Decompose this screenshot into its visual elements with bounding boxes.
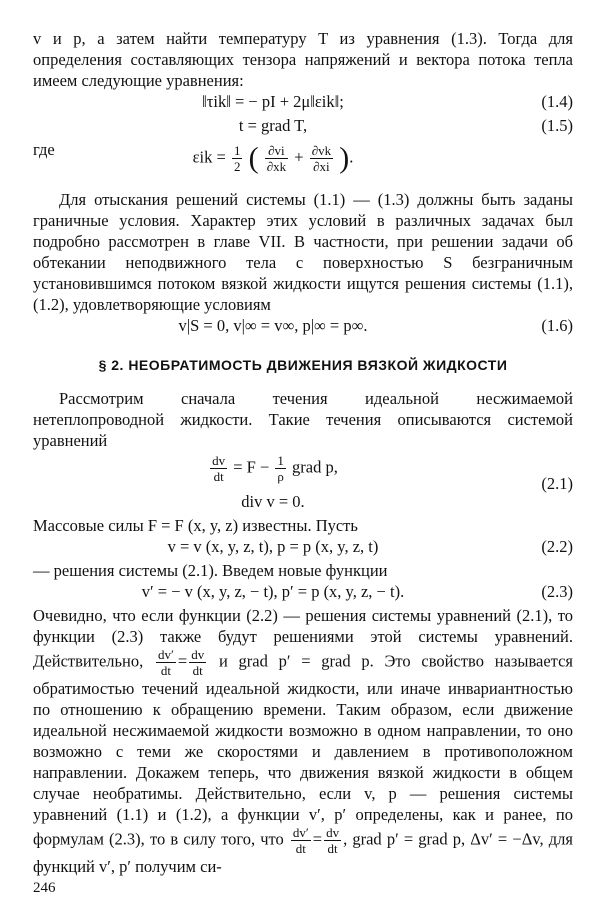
dv-dt-fraction: $\frac{dv}{dt}$ bbox=[212, 453, 226, 484]
paragraph-2: Для отыскания решений системы (1.1) — (1.3) должны быть заданы граничные условия. Характер этих условий в различных задачах был подробно рассмотрен в главе VII. В частности, при решении задачи об обтекании неподвижного тела с поверхностью S безграничным установившимся потоком вязкой жидкости ищутся решения системы (1.1), (1.2), удовлетворяющие условиям bbox=[33, 190, 573, 314]
equation-body: t = grad T, bbox=[238, 116, 308, 135]
one-over-rho-fraction: $\frac{1}{\rho}$ bbox=[277, 453, 284, 484]
equation-1-4 bbox=[33, 91, 573, 115]
equation-body: εik = $\frac{1}{2}$ ( $\frac{\partial vi}{\partial xk}$ + $\frac{\partial vk}{\partial xi}$ ). bbox=[192, 141, 354, 175]
paragraph-4: Массовые силы F = F (x, y, z) известны. Пусть bbox=[33, 516, 358, 535]
dv-prime-dt-fraction: $\frac{dv'}{dt}$ bbox=[158, 647, 174, 678]
equation-body: v = v (x, y, z, t), p = p (x, y, z, t) bbox=[167, 537, 379, 556]
dv-prime-dt-fraction-2: $\frac{dv'}{dt}$ bbox=[292, 825, 309, 856]
equation-number: (2.1) bbox=[541, 474, 573, 493]
partial-fraction-1: $\frac{\partial vi}{\partial xk}$ bbox=[266, 143, 287, 174]
paragraph-3: Рассмотрим сначала течения идеальной несжимаемой нетеплопроводной жидкости. Такие течения описываются системой уравнений bbox=[33, 389, 573, 450]
dv-dt-fraction: $\frac{dv}{dt}$ bbox=[191, 647, 205, 678]
equation-1-5 bbox=[33, 115, 573, 139]
equation-number: (1.5) bbox=[541, 116, 573, 135]
right-paren: ) bbox=[339, 141, 350, 175]
plus-sign: + bbox=[294, 147, 304, 167]
partial-fraction-2: $\frac{\partial vk}{\partial xi}$ bbox=[311, 143, 332, 174]
equation-2-1 bbox=[33, 451, 573, 515]
equation-number: (1.6) bbox=[541, 316, 573, 335]
half-fraction: $\frac{1}{2}$ bbox=[233, 143, 241, 174]
equation-2-2 bbox=[33, 536, 573, 560]
equation-body: ‖τik‖ = − pI + 2μ‖εik‖; bbox=[202, 92, 344, 111]
paragraph-5: — решения системы (2.1). Введем новые функции bbox=[33, 561, 388, 580]
paragraph-1: v и p, а затем найти температуру T из уравнения (1.3). Тогда для определения составляющих тензора напряжений и вектора потока тепла имеем следующие уравнения: bbox=[33, 29, 573, 90]
equation-2-3 bbox=[33, 581, 573, 605]
where-label: где bbox=[33, 140, 55, 159]
equation-number: (2.3) bbox=[541, 582, 573, 601]
strain-rate-definition bbox=[33, 139, 573, 189]
equation-number: (2.2) bbox=[541, 537, 573, 556]
page-body bbox=[33, 28, 573, 877]
paragraph-6: Очевидно, что если функции (2.2) — решения системы уравнений (2.1), то функции (2.3) также будут решениями этой системы уравнений. Действительно, $\frac{dv'}{dt}$ = $\frac{dv}{dt}$ и grad p′ = grad p. Это свойство называется обратимостью течений идеальной жидкости, или иначе инвариантностью по отношению к обращению времени. Таким образом, если движение идеальной несжимаемой жидкости возможно в одном направлении, то оно возможно с теми же скоростями и давлением в противоположном направлении. Докажем теперь, что движения вязкой жидкости в общем случае необратимы. Действительно, если v, p — решения системы уравнений (1.1) и (1.2), а функции v′, p′ определены, как и ранее, по формулам (2.3), то в силу того, что $\frac{dv'}{dt}$ = $\frac{dv}{dt}$ , grad p′ = grad p, Δv′ = −Δv, для функций v′, p′ получим си- bbox=[33, 606, 574, 876]
eps-lhs: εik = bbox=[192, 147, 230, 167]
equation-number: (1.4) bbox=[541, 92, 573, 111]
equation-body: v|S = 0, v|∞ = v∞, p|∞ = p∞. bbox=[178, 316, 368, 335]
equation-1-6 bbox=[33, 315, 573, 339]
equation-line-2: div v = 0. bbox=[241, 492, 305, 511]
equation-line-1: $\frac{dv}{dt}$ = F − $\frac{1}{\rho}$ grad p, bbox=[212, 453, 338, 484]
page-number: 246 bbox=[33, 880, 56, 896]
left-paren: ( bbox=[248, 141, 259, 175]
equation-body: v′ = − v (x, y, z, − t), p′ = p (x, y, z, − t). bbox=[141, 582, 405, 601]
dv-dt-fraction-2: $\frac{dv}{dt}$ bbox=[326, 825, 340, 856]
section-heading: § 2. НЕОБРАТИМОСТЬ ДВИЖЕНИЯ ВЯЗКОЙ ЖИДКОСТИ bbox=[98, 357, 508, 373]
